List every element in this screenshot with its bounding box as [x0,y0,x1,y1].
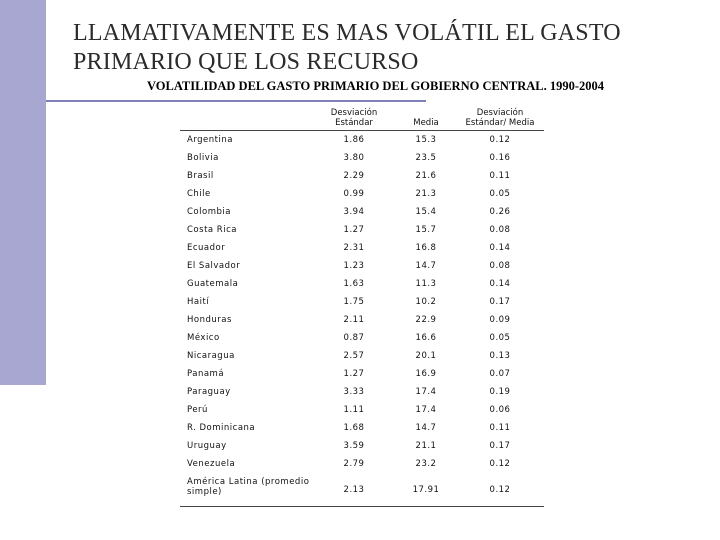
table-row [180,365,544,383]
country-cell: R. Dominicana [187,423,256,433]
country-cell: Brasil [187,171,214,181]
country-cell: América Latina (promedio simple) [180,473,312,507]
country-cell: Paraguay [187,387,231,397]
std-dev-cell: 1.63 [343,279,365,289]
table-row [180,311,544,329]
std-dev-cell: 1.11 [343,405,365,415]
mean-cell: 22.9 [415,315,437,325]
ratio-cell: 0.16 [489,153,511,163]
table-row [180,239,544,257]
mean-cell: 17.4 [415,405,437,415]
std-dev-cell: 2.79 [343,459,365,469]
mean-cell: 15.7 [415,225,437,235]
table-row [180,419,544,437]
mean-cell: 11.3 [415,279,437,289]
header-row [180,108,544,131]
country-cell: Nicaragua [187,351,235,361]
std-dev-cell: 1.68 [343,423,365,433]
mean-cell: 16.8 [415,243,437,253]
ratio-cell: 0.12 [489,135,511,145]
table-row [180,257,544,275]
table-row [180,437,544,455]
country-cell: Costa Rica [187,225,237,235]
country-cell: Perú [187,405,208,415]
mean-cell: 16.6 [415,333,437,343]
table-row [180,293,544,311]
std-dev-cell: 2.29 [343,171,365,181]
mean-cell: 23.5 [415,153,437,163]
country-cell: Ecuador [187,243,226,253]
table-row [180,329,544,347]
table-row [180,149,544,167]
volatility-table [180,108,544,507]
mean-cell: 17.4 [415,387,437,397]
mean-cell: 15.3 [415,135,437,145]
ratio-cell: 0.09 [489,315,511,325]
mean-cell: 16.9 [415,369,437,379]
mean-cell: 15.4 [415,207,437,217]
ratio-cell: 0.11 [489,171,511,181]
std-dev-cell: 2.11 [343,315,365,325]
mean-cell: 17.91 [396,473,456,507]
std-dev-cell: 3.59 [343,441,365,451]
ratio-cell: 0.17 [489,297,511,307]
std-dev-cell: 3.94 [343,207,365,217]
country-cell: Uruguay [187,441,227,451]
ratio-cell: 0.07 [489,369,511,379]
country-cell: Guatemala [187,279,239,289]
ratio-cell: 0.17 [489,441,511,451]
std-dev-cell: 3.80 [343,153,365,163]
mean-cell: 14.7 [415,261,437,271]
mean-cell: 10.2 [415,297,437,307]
country-cell: Argentina [187,135,233,145]
table-row [180,473,544,507]
header-ratio: Desviación Estándar/ Media [456,108,544,131]
ratio-cell: 0.12 [456,473,544,507]
std-dev-cell: 0.87 [343,333,365,343]
ratio-cell: 0.05 [489,333,511,343]
country-cell: México [187,333,220,343]
table-row [180,455,544,473]
std-dev-cell: 2.57 [343,351,365,361]
std-dev-cell: 1.23 [343,261,365,271]
std-dev-cell: 1.86 [343,135,365,145]
ratio-cell: 0.14 [489,243,511,253]
table-subtitle: VOLATILIDAD DEL GASTO PRIMARIO DEL GOBIERNO CENTRAL. 1990-2004 [147,79,604,93]
table-row [180,131,544,150]
country-cell: Venezuela [187,459,236,469]
country-cell: Colombia [187,207,231,217]
country-cell: Honduras [187,315,232,325]
ratio-cell: 0.08 [489,261,511,271]
country-cell: El Salvador [187,261,241,271]
country-cell: Chile [187,189,211,199]
table-row [180,401,544,419]
ratio-cell: 0.12 [489,459,511,469]
ratio-cell: 0.06 [489,405,511,415]
std-dev-cell: 2.13 [312,473,396,507]
table-row [180,203,544,221]
table-row [180,185,544,203]
std-dev-cell: 1.27 [343,369,365,379]
table-row [180,275,544,293]
std-dev-cell: 1.75 [343,297,365,307]
std-dev-cell: 3.33 [343,387,365,397]
table-body [180,131,544,507]
std-dev-cell: 0.99 [343,189,365,199]
mean-cell: 21.3 [415,189,437,199]
mean-cell: 23.2 [415,459,437,469]
ratio-cell: 0.26 [489,207,511,217]
header-mean: Media [396,108,456,131]
country-cell: Bolivia [187,153,219,163]
mean-cell: 21.1 [415,441,437,451]
table-row [180,221,544,239]
country-cell: Panamá [187,369,225,379]
table-header [180,108,544,131]
mean-cell: 21.6 [415,171,437,181]
title-underline [46,100,426,102]
slide-title: LLAMATIVAMENTE ES MAS VOLÁTIL EL GASTO PRIMARIO QUE LOS RECURSO [73,20,621,75]
mean-cell: 20.1 [415,351,437,361]
ratio-cell: 0.08 [489,225,511,235]
table-row [180,383,544,401]
std-dev-cell: 1.27 [343,225,365,235]
ratio-cell: 0.19 [489,387,511,397]
ratio-cell: 0.05 [489,189,511,199]
std-dev-cell: 2.31 [343,243,365,253]
ratio-cell: 0.13 [489,351,511,361]
table-row [180,167,544,185]
header-std-dev: Desviación Estándar [312,108,396,131]
header-country [180,108,312,131]
table-row [180,347,544,365]
ratio-cell: 0.11 [489,423,511,433]
ratio-cell: 0.14 [489,279,511,289]
country-cell: Haití [187,297,210,307]
decorative-side-bar [0,0,46,385]
mean-cell: 14.7 [415,423,437,433]
